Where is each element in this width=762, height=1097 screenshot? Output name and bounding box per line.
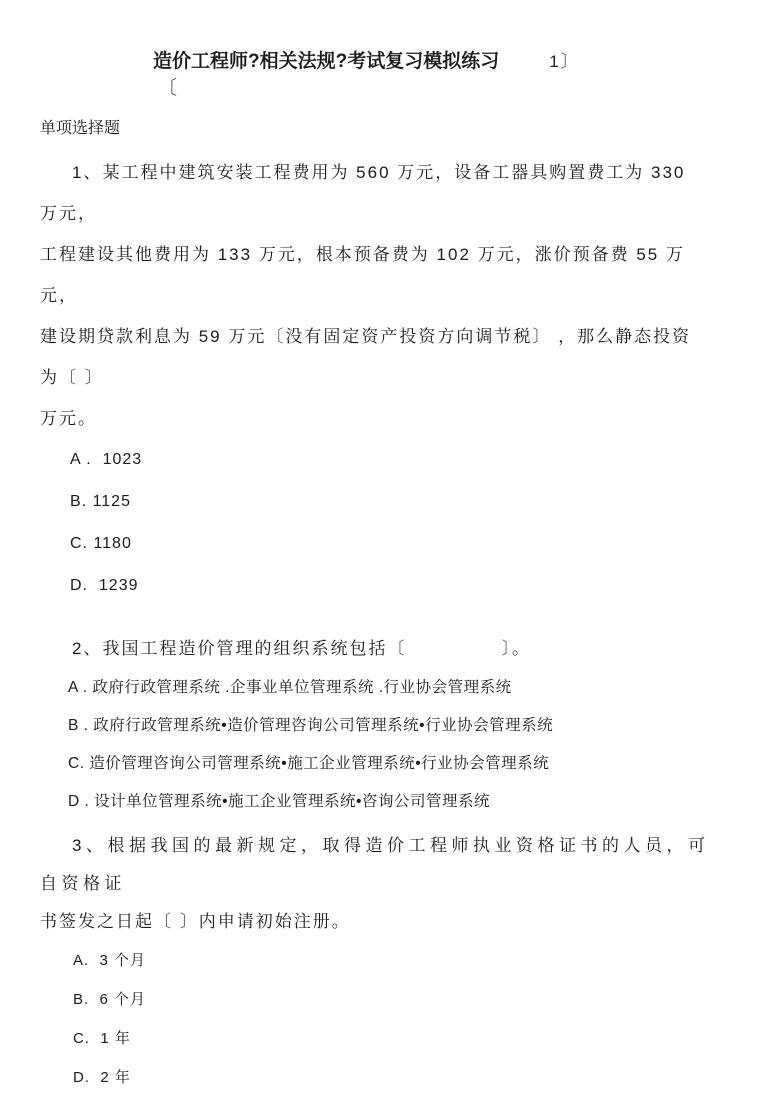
title-line bbox=[153, 48, 710, 75]
question-3-option-d: D. 2 年 bbox=[73, 1069, 131, 1086]
question-1-stem-line-3: 建设期贷款利息为 59 万元〔没有固定资产投资方向调节税〕 ，那么静态投资为〔 〕 bbox=[40, 327, 692, 387]
question-2-stem-line-1: 2、我国工程造价管理的组织系统包括〔 〕。 bbox=[72, 639, 531, 658]
question-1-stem-line-2: 工程建设其他费用为 133 万元，根本预备费为 102 万元，涨价预备费 55 万元， bbox=[40, 245, 685, 305]
question-1-options bbox=[40, 439, 710, 607]
question-1-option-d: D. 1239 bbox=[70, 577, 139, 594]
question-1-option-b: B. 1125 bbox=[70, 493, 131, 510]
question-1-stem-line-1: 1、某工程中建筑安装工程费用为 560 万元，设备工器具购置费工为 330 万元， bbox=[40, 163, 693, 223]
question-2 bbox=[40, 629, 710, 821]
question-3-option-a: A. 3 个月 bbox=[73, 952, 147, 969]
question-1-stem-line-4: 万元。 bbox=[40, 409, 97, 428]
question-3-stem bbox=[40, 827, 710, 941]
title-open-bracket: 〔 bbox=[158, 78, 178, 99]
question-3 bbox=[40, 827, 710, 1097]
title-number: 1〕 bbox=[549, 52, 580, 71]
section-header: 单项选择题 bbox=[40, 120, 121, 137]
question-1-option-a: A . 1023 bbox=[70, 451, 143, 468]
question-3-stem-line-1: 3、根据我国的最新规定，取得造价工程师执业资格证书的人员，可自资格证 bbox=[40, 836, 710, 893]
question-2-options bbox=[40, 669, 710, 821]
question-2-option-c: C. 造价管理咨询公司管理系统•施工企业管理系统•行业协会管理系统 bbox=[68, 755, 550, 772]
document-title-block bbox=[153, 48, 710, 102]
question-2-option-a: A . 政府行政管理系统 .企事业单位管理系统 .行业协会管理系统 bbox=[68, 679, 512, 696]
question-1-stem bbox=[40, 152, 710, 439]
question-2-option-d: D . 设计单位管理系统•施工企业管理系统•咨询公司管理系统 bbox=[68, 793, 490, 810]
question-3-option-b: B. 6 个月 bbox=[73, 991, 147, 1008]
question-3-option-c: C. 1 年 bbox=[73, 1030, 131, 1047]
page-title: 造价工程师?相关法规?考试复习模拟练习 bbox=[153, 51, 500, 72]
question-1 bbox=[40, 152, 710, 607]
question-2-stem bbox=[40, 629, 710, 669]
question-2-option-b: B . 政府行政管理系统•造价管理咨询公司管理系统•行业协会管理系统 bbox=[68, 717, 554, 734]
question-3-stem-line-2: 书签发之日起〔 〕内申请初始注册。 bbox=[40, 912, 351, 931]
question-3-options bbox=[40, 941, 710, 1097]
question-1-option-c: C. 1180 bbox=[70, 535, 132, 552]
